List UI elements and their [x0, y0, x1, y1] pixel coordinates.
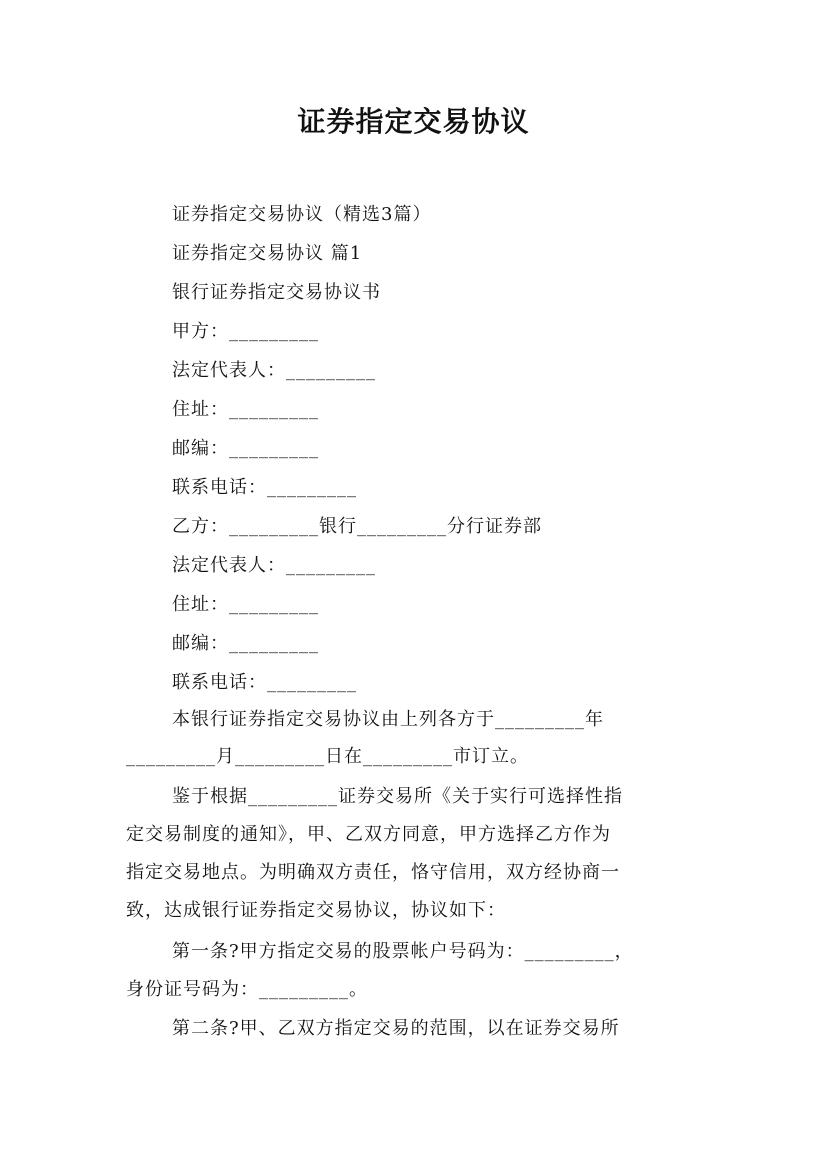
doc-line: 住址：_________ [172, 399, 319, 420]
doc-line: 联系电话：_________ [172, 672, 357, 693]
doc-line: 乙方：_________银行_________分行证券部 [172, 516, 542, 537]
doc-line: 法定代表人：_________ [172, 555, 376, 576]
paragraph-line: 第一条?甲方指定交易的股票帐户号码为：_________， [172, 941, 634, 962]
doc-line: 联系电话：_________ [172, 477, 357, 498]
doc-line: 证券指定交易协议 篇1 [172, 243, 363, 264]
paragraph-line: 身份证号码为：_________。 [126, 979, 368, 1000]
doc-line: 银行证券指定交易协议书 [172, 282, 381, 303]
paragraph-line: 定交易制度的通知》，甲、乙双方同意，甲方选择乙方作为 [126, 824, 611, 845]
doc-line: 法定代表人：_________ [172, 360, 376, 381]
doc-line: 邮编：_________ [172, 633, 319, 654]
doc-line: 邮编：_________ [172, 438, 319, 459]
paragraph-line: _________月_________日在_________市订立。 [126, 746, 529, 767]
doc-line: 住址：_________ [172, 594, 319, 615]
paragraph-line: 鉴于根据_________证券交易所《关于实行可选择性指 [172, 786, 623, 807]
paragraph-line: 指定交易地点。为明确双方责任，恪守信用，双方经协商一 [126, 862, 620, 883]
paragraph-line: 第二条?甲、乙双方指定交易的范围，以在证券交易所 [172, 1018, 620, 1039]
paragraph-line: 本银行证券指定交易协议由上列各方于_________年 [172, 709, 604, 730]
doc-line: 证券指定交易协议（精选3篇） [172, 204, 432, 225]
paragraph-line: 致，达成银行证券指定交易协议，协议如下： [126, 900, 506, 921]
doc-line: 甲方：_________ [172, 321, 319, 342]
document-title: 证券指定交易协议 [297, 105, 530, 138]
